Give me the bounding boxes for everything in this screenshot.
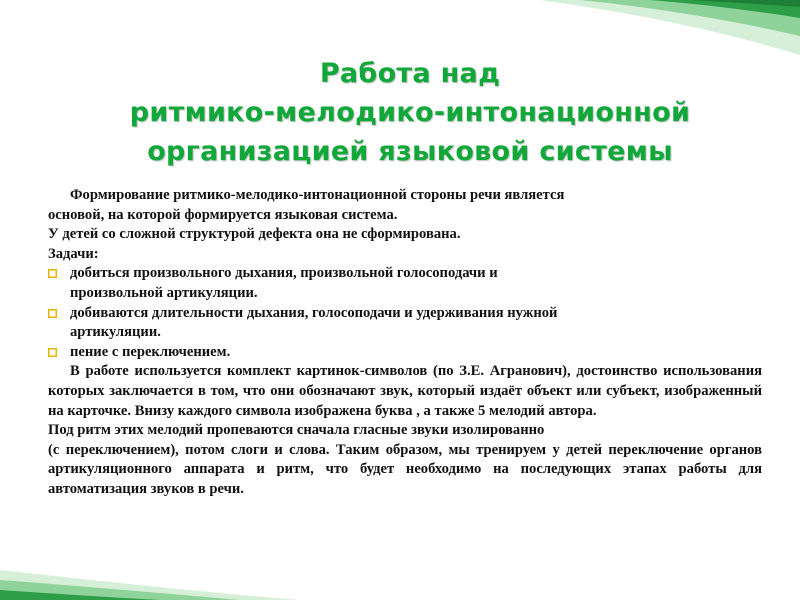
title-line-1: Работа над: [319, 58, 501, 89]
paragraph-melodies-rest: (с переключением), потом слоги и слова. Таким образом, мы тренируем у детей переключение органов артикуляционного аппарата и ритм, что будет необходимо на последующих этапах работы для автоматизация звуков в речи.: [48, 441, 762, 497]
tasks-heading: Задачи:: [48, 245, 99, 262]
intro-line-2: основой, на которой формируется языковая система.: [48, 206, 398, 223]
list-item: [48, 343, 762, 363]
task-1-line-2: произвольной артикуляции.: [70, 284, 258, 301]
task-1-line-1: добиться произвольного дыхания, произвольной голосоподачи и: [70, 265, 498, 282]
square-bullet-icon: [48, 309, 57, 318]
top-right-swoosh-decoration: [540, 0, 800, 55]
task-2-line-2: артикуляции.: [70, 324, 161, 341]
slide-title: [40, 54, 780, 171]
square-bullet-icon: [48, 269, 57, 278]
task-2-line-1: добиваются длительности дыхания, голосоподачи и удерживания нужной: [70, 304, 558, 321]
intro-line-3: У детей со сложной структурой дефекта она не сформирована.: [48, 226, 461, 243]
slide-body: [48, 186, 762, 500]
paragraph-symbols: В работе используется комплект картинок-символов (по З.Е. Агранович), достоинство использования которых заключается в том, что они обозначают звук, который издаёт объект или субъект, изображенный на карточке. Внизу каждого символа изображена буква , а также 5 мелодий автора.: [48, 363, 762, 419]
bottom-left-swoosh-decoration: [0, 570, 300, 600]
intro-line-1: Формирование ритмико-мелодико-интонационной стороны речи является: [70, 187, 565, 203]
title-line-2: ритмико-мелодико-интонационной: [129, 97, 691, 128]
tasks-list: [48, 264, 762, 362]
task-3-line-1: пение с переключением.: [70, 343, 231, 360]
paragraph-melodies-line-1: Под ритм этих мелодий пропеваются сначала гласные звуки изолированно: [48, 422, 545, 439]
title-line-3: организацией языковой системы: [147, 136, 673, 167]
list-item: [48, 304, 762, 343]
list-item: [48, 264, 762, 303]
square-bullet-icon: [48, 348, 57, 357]
